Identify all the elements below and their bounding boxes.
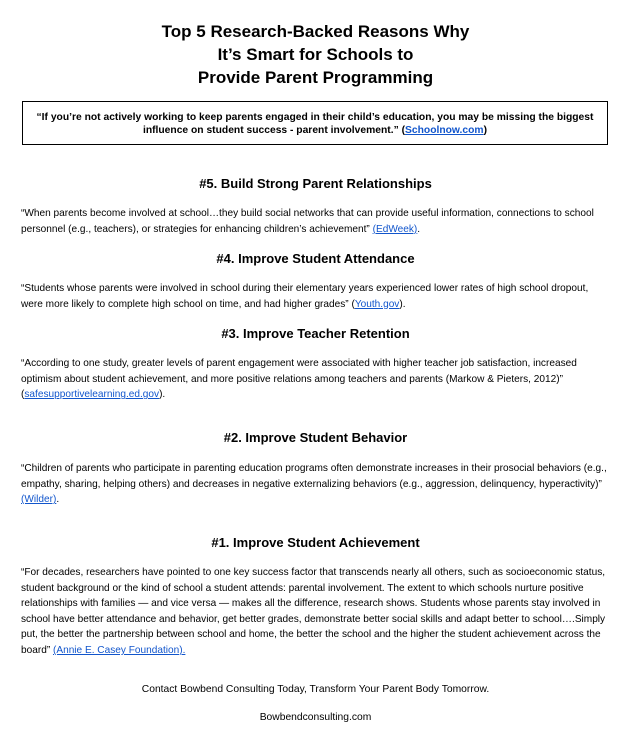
section-after-5: . (417, 223, 421, 235)
footer-website: Bowbendconsulting.com (259, 712, 372, 723)
edweek-link[interactable]: (EdWeek) (372, 223, 418, 235)
safesupportivelearning-link[interactable]: safesupportivelearning.ed.gov (24, 389, 160, 401)
intro-quote-box (22, 101, 608, 145)
section-text-4 (21, 281, 611, 312)
intro-quote-after: ) (483, 125, 488, 136)
title-line-1: Top 5 Research-Backed Reasons Why (161, 22, 470, 41)
section-text-3 (21, 356, 611, 403)
footer-tagline: Contact Bowbend Consulting Today, Transform Your Parent Body Tomorrow. (141, 684, 490, 695)
section-heading-1: #1. Improve Student Achievement (211, 535, 420, 550)
section-heading-3: #3. Improve Teacher Retention (221, 326, 410, 341)
intro-quote-text: “If you’re not actively working to keep parents engaged in their child’s education, you may be missing the biggest influence on student success - parent involvement.” ( (36, 112, 594, 136)
section-text-5 (21, 206, 611, 237)
section-quote-4: “Students whose parents were involved in school during their elementary years experienced lower rates of high school dropout, were more likely to complete high school on time, and had higher grades” ( (21, 283, 589, 310)
section-text-1 (21, 565, 611, 659)
section-after-3: ). (159, 389, 166, 401)
title-line-3: Provide Parent Programming (197, 68, 434, 87)
schoolnow-link[interactable]: Schoolnow.com (405, 125, 484, 136)
section-quote-3: “According to one study, greater levels of parent engagement were associated with higher teacher job satisfaction, increased optimism about student achievement, and more positive relations among teachers and parents (Markow & Pieters, 2012)” ( (21, 358, 577, 401)
youth-gov-link[interactable]: Youth.gov (354, 298, 400, 310)
annie-casey-link[interactable]: (Annie E. Casey Foundation). (52, 644, 186, 656)
section-after-4: ). (399, 298, 406, 310)
section-text-2 (21, 461, 611, 508)
section-after-2: . (56, 494, 60, 506)
section-quote-1: “For decades, researchers have pointed to one key success factor that transcends nearly all others, such as socioeconomic status, student background or the kind of school a student attends: parental involvement. The extent to which schools nurture positive relationships with families — and vice versa — makes all the difference, research shows. Students whose parents stay involved in school have better attendance and behavior, get better grades, demonstrate better social skills and adapt better to school….Simply put, the better the partnership between school and home, the better the school and the higher the student achievement across the board” (21, 567, 606, 656)
title-line-2: It’s Smart for Schools to (217, 45, 414, 64)
section-heading-5: #5. Build Strong Parent Relationships (199, 176, 432, 191)
section-quote-5: “When parents become involved at school…they build social networks that can provide useful information, connections to school personnel (e.g., teachers), or strategies for enhancing children’s achievement” (21, 208, 594, 235)
section-quote-2: “Children of parents who participate in parenting education programs often demonstrate increases in their prosocial behaviors (e.g., empathy, sharing, helping others) and decreases in negative externalizing behaviors (e.g., aggression, delinquency, hyperactivity)” (21, 463, 607, 490)
section-heading-2: #2. Improve Student Behavior (223, 430, 408, 445)
wilder-link[interactable]: (Wilder) (21, 494, 57, 506)
document-title (0, 20, 631, 89)
section-heading-4: #4. Improve Student Attendance (216, 251, 415, 266)
